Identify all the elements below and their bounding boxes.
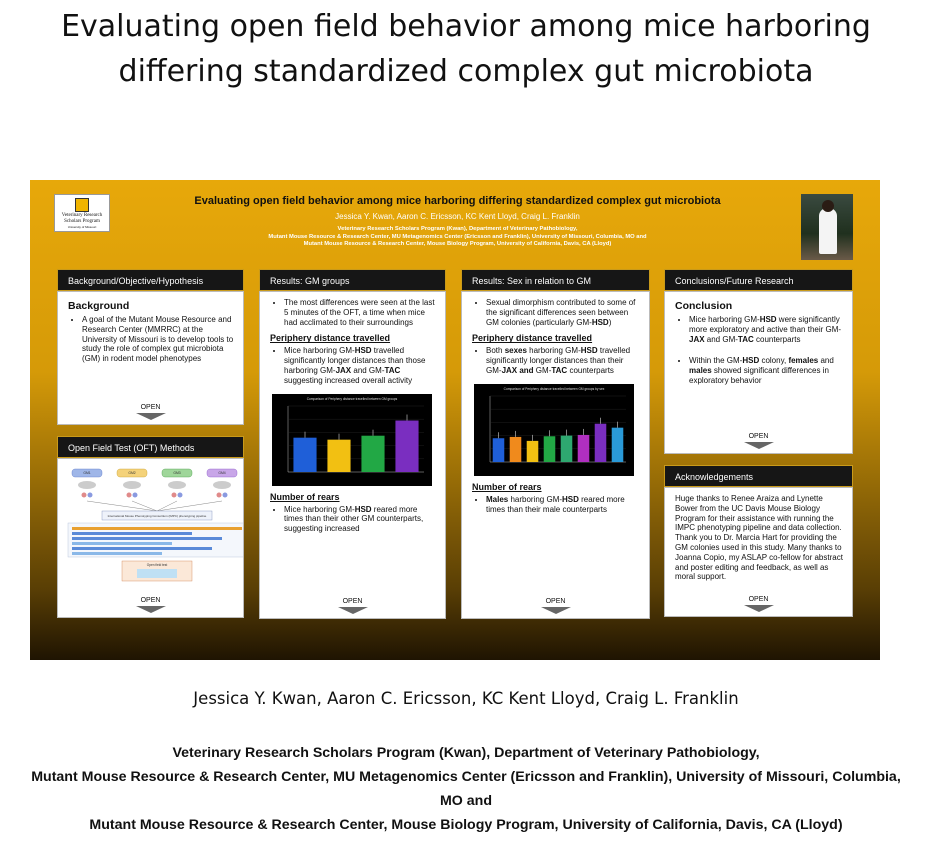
text-run: TAC bbox=[384, 365, 401, 375]
person-head bbox=[822, 200, 834, 212]
chart-bar bbox=[595, 424, 607, 462]
panel-text bbox=[284, 505, 437, 534]
panel-body bbox=[664, 487, 853, 617]
text-run: counterparts bbox=[753, 334, 801, 344]
chart-gm-periphery bbox=[272, 394, 432, 486]
oft-methods-diagram bbox=[62, 465, 244, 583]
chart-bar bbox=[293, 437, 316, 471]
panel-heading: Background bbox=[68, 300, 130, 312]
open-label: OPEN bbox=[748, 596, 769, 603]
text-run: JAX bbox=[689, 334, 705, 344]
chart-bar bbox=[578, 435, 590, 462]
footer-affiliation: Mutant Mouse Resource & Research Center, Mouse Biology Program, University of California, Davis, CA (Lloyd) bbox=[89, 817, 843, 833]
chart-bar bbox=[544, 436, 556, 462]
panel-header: Open Field Test (OFT) Methods bbox=[57, 436, 244, 458]
text-run: GM- bbox=[533, 365, 552, 375]
panel-body bbox=[57, 458, 244, 618]
panel-conclusions bbox=[664, 269, 853, 454]
text-run: Mice harboring GM- bbox=[284, 504, 355, 514]
panel-subheading: Periphery distance travelled bbox=[472, 333, 593, 344]
shield-icon bbox=[75, 198, 89, 212]
text-run: HSD bbox=[580, 346, 598, 356]
panel-heading: Conclusion bbox=[675, 300, 733, 312]
open-label: OPEN bbox=[342, 598, 363, 605]
poster-title: Evaluating open field behavior among mice harboring differing standardized complex gut microbiota bbox=[194, 195, 721, 207]
text-run: sexes bbox=[504, 346, 527, 356]
open-button[interactable] bbox=[260, 596, 445, 614]
open-label: OPEN bbox=[140, 597, 161, 604]
panel-header: Conclusions/Future Research bbox=[664, 269, 853, 291]
footer-affiliation: Veterinary Research Scholars Program (Kwan), Department of Veterinary Pathobiology, bbox=[172, 745, 760, 761]
panel-acknowledgements bbox=[664, 465, 853, 617]
poster-affiliation: Veterinary Research Scholars Program (Kwan), Department of Veterinary Pathobiology, bbox=[337, 226, 578, 232]
text-run: HSD bbox=[759, 315, 777, 324]
arrow-down-icon bbox=[338, 607, 368, 614]
arrow-down-icon bbox=[744, 605, 774, 612]
panel-body bbox=[664, 291, 853, 454]
chart-bar bbox=[493, 438, 505, 462]
panel-text bbox=[689, 315, 844, 344]
open-label: OPEN bbox=[140, 404, 161, 411]
chart-bar bbox=[361, 435, 384, 471]
text-run: and GM- bbox=[351, 365, 385, 375]
panel-text bbox=[486, 495, 641, 515]
group-label: GM4 bbox=[218, 471, 226, 475]
presenter-photo bbox=[801, 194, 853, 260]
panel-header: Acknowledgements bbox=[664, 465, 853, 487]
text-run: and bbox=[818, 356, 834, 366]
poster-authors: Jessica Y. Kwan, Aaron C. Ericsson, KC Kent Lloyd, Craig L. Franklin bbox=[335, 212, 580, 221]
text-run: HSD bbox=[354, 346, 372, 356]
panel-subheading: Periphery distance travelled bbox=[270, 333, 391, 344]
chart-bar bbox=[395, 420, 418, 471]
text-run: suggesting increased overall activity bbox=[284, 375, 413, 385]
arrow-down-icon bbox=[744, 442, 774, 449]
pipeline-label: International Mouse Phenotyping Consortium (IMPC) phenotyping pipeline bbox=[107, 514, 207, 518]
open-label: OPEN bbox=[545, 598, 566, 605]
text-run: HSD bbox=[354, 504, 372, 514]
panel-header: Background/Objective/Hypothesis bbox=[57, 269, 244, 291]
chart-sex-periphery bbox=[474, 384, 634, 476]
arrow-down-icon bbox=[541, 607, 571, 614]
panel-text: Huge thanks to Renee Araiza and Lynette Bower from the UC Davis Mouse Biology Program for their assistance with running the IMPC phenotyping pipeline and data collection. Thank you to Dr. Marcia Hart for providing the GM colonies used in this study. Many thanks to Joanna Copio, my ASLAP co-fellow for abstract and poster editing and feedback, as well as moral support. bbox=[675, 494, 843, 582]
open-button[interactable] bbox=[665, 433, 852, 449]
text-run: showed significant differences in exploratory behavior bbox=[689, 366, 829, 385]
chart-bar bbox=[527, 441, 539, 462]
logo-subtitle: University of Missouri bbox=[67, 225, 97, 229]
text-run: harboring GM- bbox=[526, 346, 581, 356]
group-label: GM2 bbox=[128, 471, 136, 475]
panel-subheading: Number of rears bbox=[270, 491, 340, 502]
panel-text bbox=[486, 346, 641, 375]
arrow-down-icon bbox=[136, 413, 166, 420]
group-label: GM1 bbox=[83, 471, 91, 475]
panel-text: • The most differences were seen at the last 5 minutes of the OFT, a time when mice had acclimated to their surroundings bbox=[284, 298, 437, 327]
text-run: Mice harboring GM- bbox=[689, 315, 760, 324]
chart-bar bbox=[510, 437, 522, 462]
panel-results-sex bbox=[461, 269, 650, 619]
text-run: ) bbox=[608, 317, 612, 327]
panel-results-gm bbox=[259, 269, 446, 619]
text-run: travelled significantly longer distances than those harboring GM- bbox=[284, 346, 426, 375]
panel-body bbox=[259, 291, 446, 619]
text-run: TAC bbox=[551, 365, 568, 375]
footer-authors: Jessica Y. Kwan, Aaron C. Ericsson, KC Kent Lloyd, Craig L. Franklin bbox=[193, 689, 739, 708]
footer-affiliations bbox=[30, 741, 902, 837]
footer-affiliation: Mutant Mouse Resource & Research Center, MU Metagenomics Center (Ericsson and Franklin), University of Missouri, Columbia, MO and bbox=[31, 769, 901, 809]
text-run: travelled significantly longer distances than their GM- bbox=[486, 346, 631, 375]
text-run: JAX bbox=[335, 365, 352, 375]
panel-methods bbox=[57, 436, 244, 618]
panel-subheading: Number of rears bbox=[472, 481, 542, 492]
text-run: Both bbox=[486, 346, 505, 356]
text-run: and GM- bbox=[704, 334, 738, 344]
text-run: HSD bbox=[591, 317, 609, 327]
text-run: JAX and bbox=[501, 365, 534, 375]
chart-bar bbox=[612, 427, 624, 461]
chart-gm-svg bbox=[272, 394, 432, 486]
text-run: Sexual dimorphism contributed to some of the significant differences seen between GM colonies (particularly GM- bbox=[486, 298, 636, 327]
person-figure bbox=[819, 208, 837, 254]
text-run: HSD bbox=[742, 356, 760, 366]
chart-title: Comparison of Periphery distance travelled between GM groups by sex bbox=[503, 386, 605, 391]
panel-body bbox=[57, 291, 244, 425]
text-run: Mice harboring GM- bbox=[284, 346, 355, 356]
poster-affiliation: Mutant Mouse Resource & Research Center, MU Metagenomics Center (Ericsson and Franklin), University of Missouri, Columbia, MO and bbox=[268, 233, 647, 240]
chart-bar bbox=[561, 435, 573, 461]
panel-text bbox=[689, 356, 844, 385]
panel-text: • A goal of the Mutant Mouse Resource and Research Center (MMRRC) at the University of Missouri is to develop tools to study the role of complex gut microbiota (GM) in rodent model phenotypes bbox=[82, 315, 235, 364]
open-button[interactable] bbox=[665, 594, 852, 612]
poster-affiliation: Mutant Mouse Resource & Research Center, Mouse Biology Program, University of California, Davis, CA (Lloyd) bbox=[303, 241, 612, 248]
arrow-down-icon bbox=[136, 606, 166, 613]
open-button[interactable] bbox=[462, 596, 649, 614]
group-label: GM3 bbox=[173, 471, 181, 475]
text-run: harboring GM- bbox=[508, 494, 563, 504]
text-run: were significantly more exploratory and active than their GM- bbox=[689, 315, 842, 334]
text-run: HSD bbox=[562, 494, 579, 504]
poster bbox=[30, 180, 880, 660]
text-run: reared more times than their male counterparts bbox=[486, 494, 625, 514]
chart-sex-svg bbox=[474, 384, 634, 476]
panel-text bbox=[284, 346, 437, 385]
text-run: Within the GM- bbox=[689, 356, 743, 366]
test-label: Open field test bbox=[146, 563, 168, 567]
panel-text bbox=[486, 298, 641, 327]
poster-affiliations bbox=[120, 226, 795, 249]
panel-body bbox=[461, 291, 650, 619]
logo-title: Veterinary Research Scholars Program bbox=[61, 213, 103, 224]
text-run: reared more times than their other GM counterparts, suggesting increased bbox=[284, 504, 424, 534]
text-run: TAC bbox=[737, 334, 754, 344]
poster-logo bbox=[54, 194, 110, 232]
chart-title: Comparison of Periphery distance travelled between GM groups bbox=[306, 396, 398, 401]
open-button[interactable] bbox=[58, 404, 243, 420]
panel-background bbox=[57, 269, 244, 425]
open-label: OPEN bbox=[748, 433, 769, 440]
panel-header: Results: Sex in relation to GM bbox=[461, 269, 650, 291]
text-run: colony, bbox=[759, 356, 789, 366]
text-run: males bbox=[689, 366, 712, 376]
open-button[interactable] bbox=[58, 597, 243, 613]
text-run: counterparts bbox=[567, 365, 614, 375]
panel-header: Results: GM groups bbox=[259, 269, 446, 291]
text-run: Males bbox=[486, 494, 509, 504]
text-run: females bbox=[788, 356, 819, 366]
page-title: Evaluating open field behavior among mice harboring differing standardized complex gut microbiota bbox=[61, 9, 871, 89]
chart-bar bbox=[327, 439, 350, 471]
